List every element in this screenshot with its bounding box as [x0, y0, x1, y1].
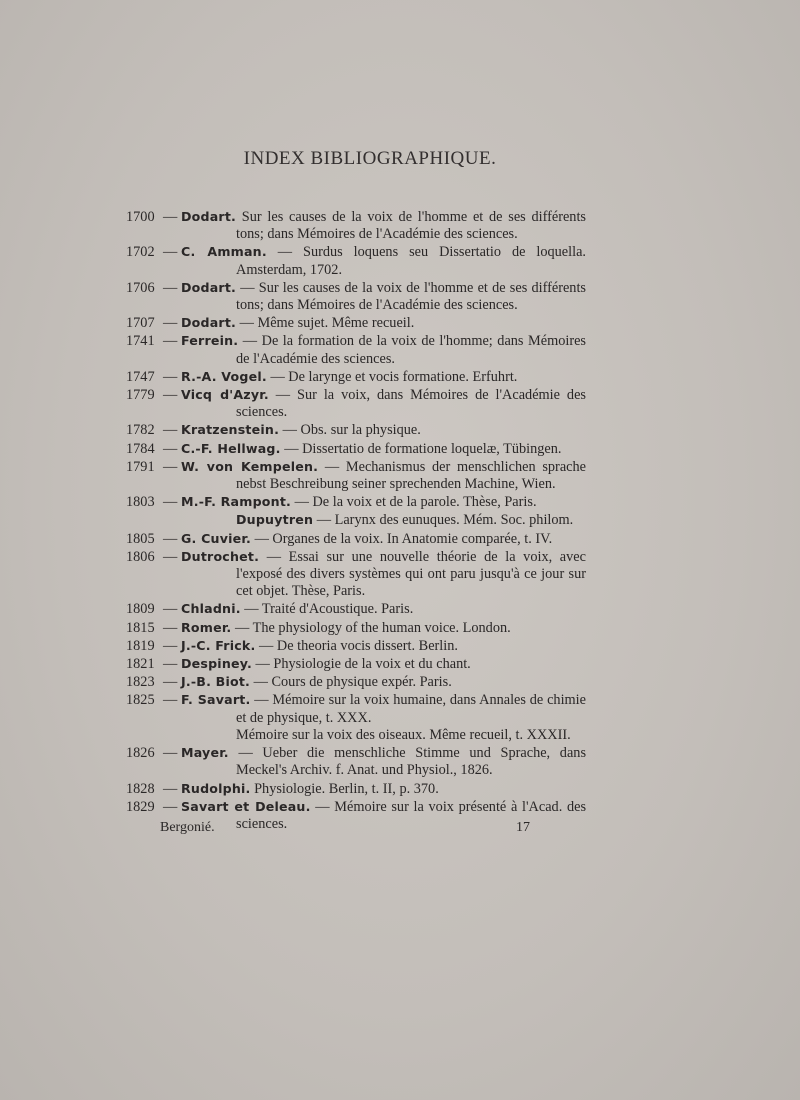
entry-dash: —	[163, 422, 178, 439]
entry-text: — Physiologie de la voix et du chant.	[255, 656, 471, 673]
entry-author: G. Cuvier.	[181, 530, 251, 546]
page-title: INDEX BIBLIOGRAPHIQUE.	[243, 148, 497, 169]
bibliography-entry	[126, 530, 586, 548]
entry-year: 1825	[126, 692, 155, 709]
bibliography-entry	[126, 619, 586, 637]
entry-author: W. von Kempelen.	[181, 458, 319, 474]
entry-year: 1700	[126, 209, 155, 225]
entry-author: C.-F. Hellwag.	[181, 440, 281, 456]
entry-year: 1826	[126, 745, 155, 762]
entry-text: — Sur la voix, dans Mémoires de l'Académie des sciences.	[236, 387, 586, 421]
entry-author: J.-B. Biot.	[181, 674, 251, 690]
entry-author: J.-C. Frick.	[181, 637, 256, 653]
bibliography-entry	[126, 637, 586, 655]
entry-text: — Mémoire sur la voix humaine, dans Annales de chimie et de physique, t. XXX.	[236, 692, 586, 726]
entry-dash: —	[163, 692, 178, 709]
entry-author: Mayer.	[181, 745, 229, 761]
entry-year: 1828	[126, 780, 155, 797]
entry-text: — Mechanismus der menschlichen sprache nebst Beschreibung seiner sprechenden Machine, Wien.	[236, 458, 587, 493]
entry-text: — Larynx des eunuques. Mém. Soc. philom.	[316, 512, 574, 529]
entry-dash: —	[163, 637, 178, 654]
entry-dash: —	[163, 530, 178, 547]
bibliography-entry	[126, 314, 586, 332]
entry-author: Kratzenstein.	[181, 422, 280, 438]
entry-year: 1806	[126, 548, 155, 565]
bibliography-entry	[126, 208, 586, 243]
entry-text: — Essai sur une nouvelle théorie de la voix, avec l'exposé des divers systèmes qui ont paru jusqu'à ce jour sur cet objet. Thèse, Paris.	[236, 548, 586, 600]
entry-text: — Ueber die menschliche Stimme und Sprache, dans Meckel's Archiv. f. Anat. und Physiol., 1826.	[236, 745, 587, 779]
entry-year: 1829	[126, 798, 155, 815]
entry-author: Dodart.	[181, 209, 237, 224]
bibliography-entry	[126, 493, 586, 511]
bibliography-entry	[126, 673, 586, 691]
entry-text: — De la formation de la voix de l'homme; dans Mémoires de l'Académie des sciences.	[236, 333, 586, 367]
entry-author: M.-F. Rampont.	[181, 494, 292, 510]
entry-author: Vicq d'Azyr.	[181, 387, 269, 403]
entry-author: C. Amman.	[181, 244, 267, 260]
bibliography-entry	[126, 332, 586, 367]
bibliography-entry	[126, 243, 586, 278]
entry-author: Dodart.	[181, 279, 237, 295]
entry-year: 1702	[126, 244, 155, 261]
entry-author: R.-A. Vogel.	[181, 368, 267, 384]
entry-text: — Surdus loquens seu Dissertatio de loquella. Amsterdam, 1702.	[236, 244, 587, 278]
entry-text: Sur les causes de la voix de l'homme et de ses différents tons; dans Mémoires de l'Académie des sciences.	[236, 209, 586, 243]
entry-dash: —	[163, 368, 178, 385]
entry-year: 1784	[126, 440, 155, 457]
entry-dash: —	[163, 674, 178, 691]
bibliography-entry	[126, 440, 586, 458]
entry-text: Physiologie. Berlin, t. II, p. 370.	[254, 780, 439, 797]
bibliography-entry	[126, 727, 586, 744]
entry-year: 1707	[126, 315, 155, 332]
bibliography-entry	[126, 511, 586, 529]
entry-author: Despiney.	[181, 656, 252, 672]
entry-text: — Dissertatio de formatione loquelæ, Tübingen.	[284, 440, 562, 457]
entry-dash: —	[163, 656, 178, 673]
entry-text: — The physiology of the human voice. London.	[235, 619, 511, 636]
entry-year: 1741	[126, 333, 155, 350]
entry-year: 1706	[126, 279, 155, 296]
entry-year: 1819	[126, 637, 155, 654]
entry-dash: —	[163, 494, 178, 511]
entry-author: Dodart.	[181, 315, 237, 331]
bibliography-entry	[126, 548, 586, 601]
entry-text: — Organes de la voix. In Anatomie comparée, t. IV.	[254, 530, 553, 547]
entry-dash: —	[163, 798, 178, 815]
bibliography-entry	[126, 780, 586, 798]
entry-year: 1823	[126, 674, 155, 691]
bibliography-entry	[126, 691, 586, 726]
entry-text: — De theoria vocis dissert. Berlin.	[259, 637, 458, 654]
entry-year: 1779	[126, 387, 155, 404]
entry-year: 1805	[126, 530, 155, 547]
bibliography-entry	[126, 386, 586, 421]
entry-text: — Cours de physique expér. Paris.	[253, 674, 452, 691]
entry-dash: —	[163, 279, 178, 296]
entry-dash: —	[163, 548, 178, 565]
entry-dash: —	[163, 387, 178, 404]
page-number: 17	[516, 820, 530, 835]
entry-author: Rudolphi.	[181, 780, 251, 796]
entry-dash: —	[163, 333, 178, 350]
entry-text: — Mémoire sur la voix présenté à l'Acad. des sciences.	[236, 798, 587, 832]
entry-author: Ferrein.	[181, 333, 239, 349]
entry-author: Savart et Deleau.	[181, 798, 311, 814]
entry-dash: —	[163, 315, 178, 332]
entry-dash: —	[163, 745, 178, 762]
entry-author: Romer.	[181, 619, 232, 635]
entry-year: 1791	[126, 458, 155, 475]
entry-text: — Même sujet. Même recueil.	[239, 315, 415, 332]
entry-text: — De larynge et vocis formatione. Erfuhrt.	[270, 368, 518, 385]
entry-author: Dupuytren	[236, 512, 314, 528]
entry-text: — Traité d'Acoustique. Paris.	[244, 601, 414, 618]
entry-dash: —	[163, 209, 178, 225]
entry-author: Dutrochet.	[181, 548, 260, 564]
entry-year: 1803	[126, 494, 155, 511]
entry-dash: —	[163, 780, 178, 797]
entry-year: 1821	[126, 656, 155, 673]
entry-dash: —	[163, 601, 178, 618]
entry-year: 1809	[126, 601, 155, 618]
footer-author: Bergonié.	[160, 820, 215, 835]
entry-dash: —	[163, 619, 178, 636]
bibliography-entry	[126, 368, 586, 386]
entry-text: — Sur les causes de la voix de l'homme et de ses différents tons; dans Mémoires de l'Académie des sciences.	[236, 279, 586, 314]
entry-dash: —	[163, 244, 178, 261]
bibliography-entry	[126, 421, 586, 439]
bibliography-entry	[126, 655, 586, 673]
entry-text: — Obs. sur la physique.	[282, 422, 421, 439]
entry-text: Mémoire sur la voix des oiseaux. Même recueil, t. XXXII.	[236, 726, 571, 743]
bibliography-entry	[126, 744, 586, 779]
bibliography-list	[126, 208, 586, 833]
entry-year: 1782	[126, 422, 155, 439]
bibliography-entry	[126, 279, 586, 314]
bibliography-entry	[126, 600, 586, 618]
entry-dash: —	[163, 458, 178, 475]
entry-dash: —	[163, 440, 178, 457]
entry-year: 1747	[126, 368, 155, 385]
entry-text: — De la voix et de la parole. Thèse, Paris.	[294, 494, 537, 511]
entry-author: Chladni.	[181, 601, 241, 617]
bibliography-entry	[126, 458, 586, 493]
entry-year: 1815	[126, 619, 155, 636]
entry-author: F. Savart.	[181, 692, 251, 708]
